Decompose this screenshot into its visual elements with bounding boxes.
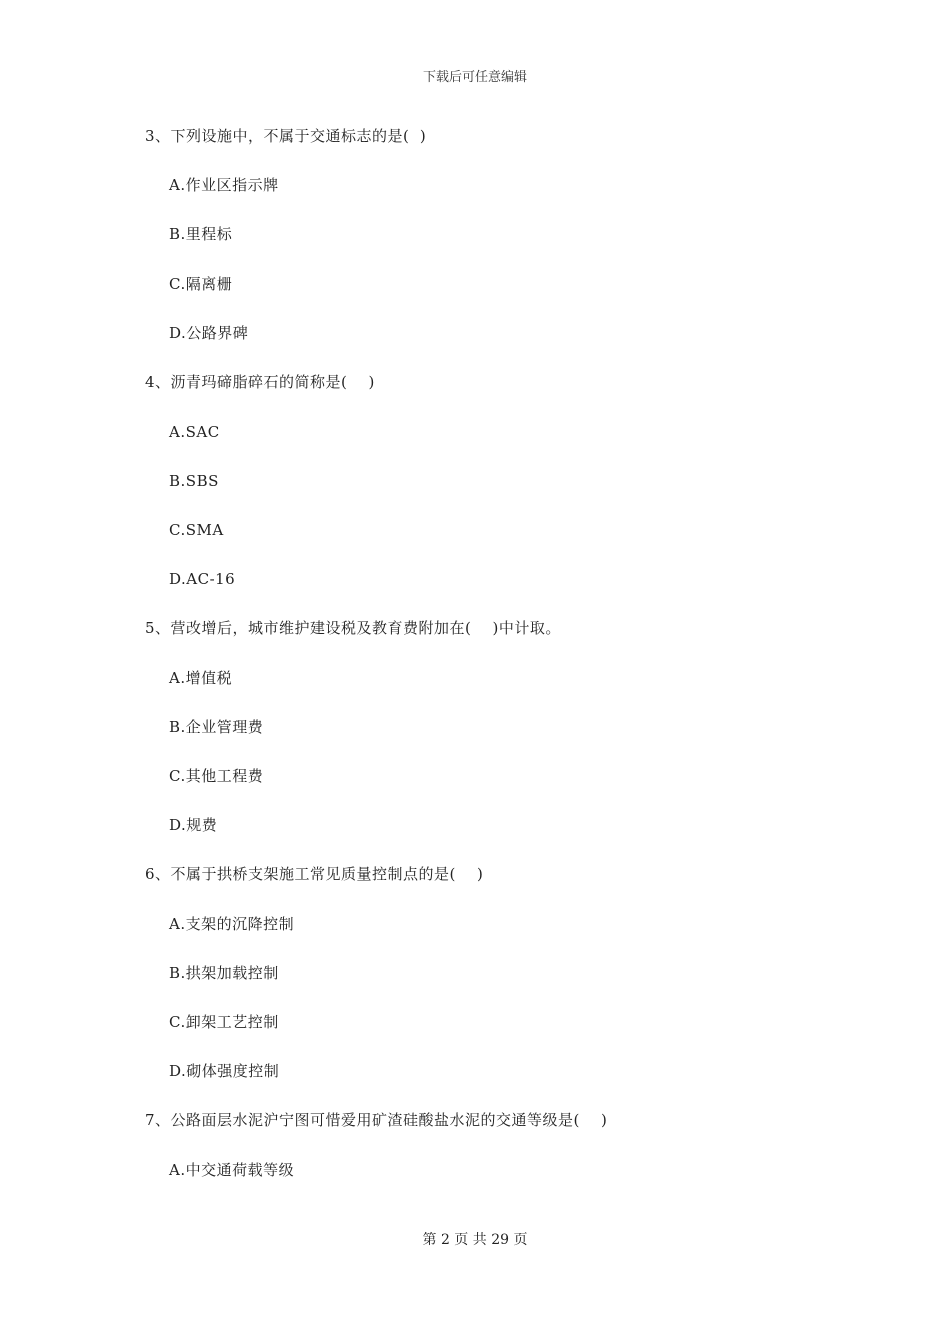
question-7-option-a: A.中交通荷载等级 bbox=[169, 1161, 295, 1179]
question-3-option-b: B.里程标 bbox=[169, 225, 233, 243]
question-5: 5、营改增后，城市维护建设税及教育费附加在( )中计取。 bbox=[145, 619, 561, 637]
question-3-option-c: C.隔离栅 bbox=[169, 275, 233, 293]
question-6-option-c: C.卸架工艺控制 bbox=[169, 1013, 279, 1031]
question-6-option-b: B.拱架加载控制 bbox=[169, 964, 279, 982]
question-5-option-d: D.规费 bbox=[169, 816, 218, 834]
page-footer: 第 2 页 共 29 页 bbox=[422, 1232, 528, 1248]
question-4: 4、沥青玛碲脂碎石的简称是( ) bbox=[145, 373, 375, 391]
question-6-option-d: D.砌体强度控制 bbox=[169, 1062, 280, 1080]
question-5-option-c: C.其他工程费 bbox=[169, 767, 264, 785]
question-3-option-a: A.作业区指示牌 bbox=[169, 176, 279, 194]
question-6: 6、不属于拱桥支架施工常见质量控制点的是( ) bbox=[145, 865, 484, 883]
question-4-option-d: D.AC-16 bbox=[169, 570, 236, 588]
question-3: 3、下列设施中，不属于交通标志的是( ) bbox=[145, 127, 427, 145]
question-4-option-a: A.SAC bbox=[169, 423, 220, 441]
question-4-option-b: B.SBS bbox=[169, 472, 219, 490]
question-6-option-a: A.支架的沉降控制 bbox=[169, 915, 295, 933]
question-7: 7、公路面层水泥沪宁图可惜爱用矿渣硅酸盐水泥的交通等级是( ) bbox=[145, 1111, 608, 1129]
question-4-option-c: C.SMA bbox=[169, 521, 224, 539]
question-3-option-d: D.公路界碑 bbox=[169, 324, 249, 342]
page-header: 下载后可任意编辑 bbox=[422, 70, 527, 85]
question-5-option-b: B.企业管理费 bbox=[169, 718, 264, 736]
question-5-option-a: A.增值税 bbox=[169, 669, 233, 687]
